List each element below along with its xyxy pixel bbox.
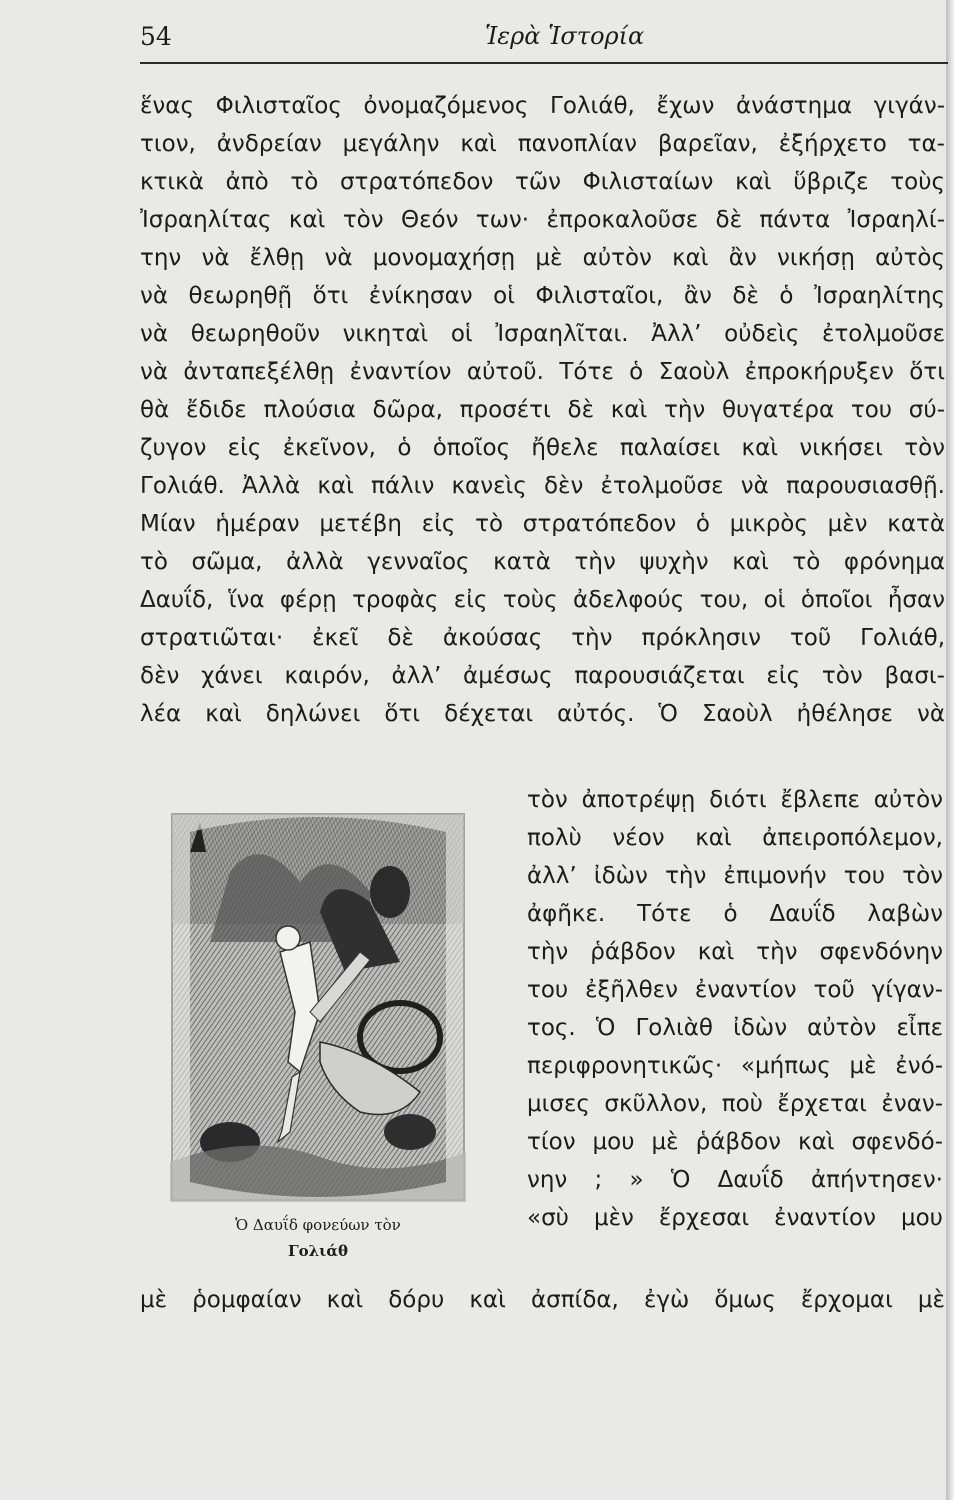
body-line-final: μὲ ῥομφαίαν καὶ δόρυ καὶ ἀσπίδα, ἐγὼ ὅμως ἔρχομαι μὲ [140,1287,945,1313]
body-line: θὰ ἔδιδε πλούσια δῶρα, προσέτι δὲ καὶ τὴν θυγατέρα του σύ- [140,397,945,423]
body-line: νὰ θεωρηθοῦν νικηταὶ οἱ Ἰσραηλῖται. Ἀλλ’ οὐδεὶς ἐτολμοῦσε [140,321,945,347]
side-line: ἀφῆκε. Τότε ὁ Δαυΐδ λαβὼν [527,901,943,927]
body-line: ἕνας Φιλισταῖος ὀνομαζόμενος Γολιάθ, ἔχων ἀνάστημα γιγάν- [140,93,945,119]
body-line: νὰ ἀνταπεξέλθῃ ἐναντίον αὐτοῦ. Τότε ὁ Σαοὺλ ἐπροκήρυξεν ὅτι [140,359,945,385]
body-line: κτικὰ ἀπὸ τὸ στρατόπεδον τῶν Φιλισταίων καὶ ὕβριζε τοὺς [140,169,945,195]
side-line: περιφρονητικῶς· «μήπως μὲ ἐνό- [527,1053,943,1079]
engraving-image [170,812,466,1202]
caption-line: Ὁ Δαυΐδ φονεύων τὸν [235,1216,401,1234]
body-line: στρατιῶται· ἐκεῖ δὲ ἀκούσας τὴν πρόκλησιν τοῦ Γολιάθ, [140,625,945,651]
side-line: ἀλλ’ ἰδὼν τὴν ἐπιμονήν του τὸν [527,863,943,889]
side-line: «σὺ μὲν ἔρχεσαι ἐναντίον μου [527,1205,943,1231]
illustration-david-goliath [170,812,466,1202]
side-line: τὸν ἀποτρέψῃ διότι ἔβλεπε αὐτὸν [527,787,943,813]
side-line: πολὺ νέον καὶ ἀπειροπόλεμον, [527,825,943,851]
side-line: τὴν ῥάβδον καὶ τὴν σφενδόνην [527,939,943,965]
figure-caption [170,1212,466,1264]
page-edge-shadow [946,0,954,1500]
body-line: Γολιάθ. Ἀλλὰ καὶ πάλιν κανεὶς δὲν ἐτολμοῦσε νὰ παρουσιασθῇ. [140,473,945,499]
side-line: νην ; » Ὁ Δαυΐδ ἀπήντησεν· [527,1167,943,1193]
side-line: του ἐξῆλθεν ἐναντίον τοῦ γίγαν- [527,977,943,1003]
page-number: 54 [140,22,172,51]
body-line: λέα καὶ δηλώνει ὅτι δέχεται αὐτός. Ὁ Σαοὺλ ἠθέλησε νὰ [140,701,945,727]
body-line: τιον, ἀνδρείαν μεγάλην καὶ πανοπλίαν βαρεῖαν, ἐξήρχετο τα- [140,131,945,157]
header-rule [140,62,948,64]
body-line: την νὰ ἔλθῃ νὰ μονομαχήσῃ μὲ αὐτὸν καὶ ἂν νικήσῃ αὐτὸς [140,245,945,271]
side-line: μισες σκῦλλον, ποὺ ἔρχεται ἐναν- [527,1091,943,1117]
body-line: νὰ θεωρηθῇ ὅτι ἐνίκησαν οἱ Φιλισταῖοι, ἂν δὲ ὁ Ἰσραηλίτης [140,283,945,309]
caption-line: Γολιάθ [288,1242,348,1260]
page-header [140,18,940,58]
running-head: Ἱερὰ Ἱστορία [485,22,645,50]
body-line: Ἰσραηλίτας καὶ τὸν Θεόν των· ἐπροκαλοῦσε δὲ πάντα Ἰσραηλί- [140,207,945,233]
body-line: δὲν χάνει καιρόν, ἀλλ’ ἀμέσως παρουσιάζεται εἰς τὸν βασι- [140,663,945,689]
body-line: Μίαν ἡμέραν μετέβη εἰς τὸ στρατόπεδον ὁ μικρὸς μὲν κατὰ [140,511,945,537]
body-line: τὸ σῶμα, ἀλλὰ γενναῖος κατὰ τὴν ψυχὴν καὶ τὸ φρόνημα [140,549,945,575]
body-line: ζυγον εἰς ἐκεῖνον, ὁ ὁποῖος ἤθελε παλαίσει καὶ νικήσει τὸν [140,435,945,461]
body-line: Δαυΐδ, ἵνα φέρῃ τροφὰς εἰς τοὺς ἀδελφούς του, οἱ ὁποῖοι ἦσαν [140,587,945,613]
side-line: τίον μου μὲ ῥάβδον καὶ σφενδό- [527,1129,943,1155]
side-line: τος. Ὁ Γολιὰθ ἰδὼν αὐτὸν εἶπε [527,1015,943,1041]
